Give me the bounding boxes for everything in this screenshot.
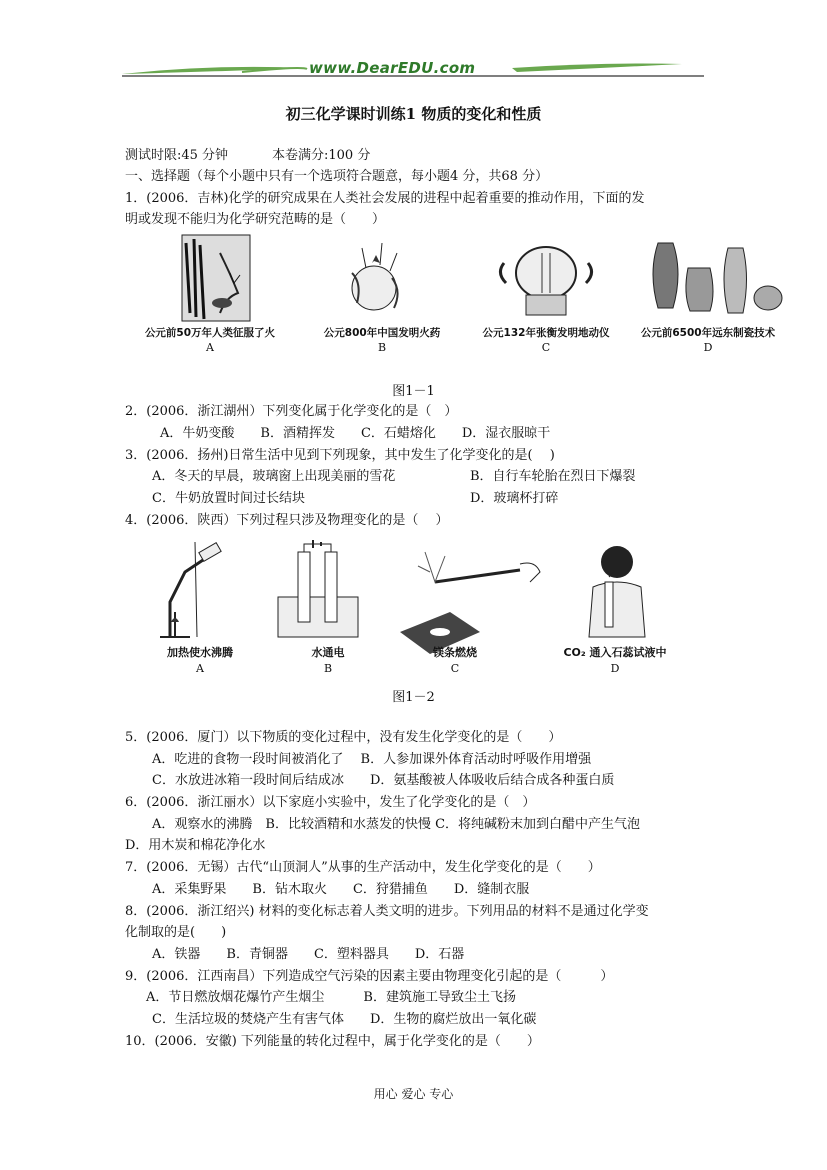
figure-caption: 公元800年中国发明火药 <box>323 327 441 339</box>
figure-electrolysis <box>263 542 393 677</box>
figure-caption: 公元前6500年远东制瓷技术 <box>640 327 776 339</box>
boiling-apparatus-illustration <box>135 542 265 642</box>
electrolysis-illustration <box>263 542 393 642</box>
figure-1-2-label: 图1－2 <box>392 690 435 705</box>
q1-line2: 明或发现不能归为化学研究范畴的是（ ） <box>125 212 386 227</box>
figure-letter: A <box>196 662 204 675</box>
magnesium-burning-illustration <box>390 542 550 642</box>
figure-letter: D <box>703 341 713 354</box>
figure-caption: 公元前50万年人类征服了火 <box>144 327 276 339</box>
figure-co2-litmus <box>545 542 685 677</box>
figure-magnesium-burning <box>390 542 520 677</box>
q2-stem: 2．(2006．浙江湖州）下列变化属于化学变化的是（ ） <box>125 404 458 419</box>
q10-stem: 10．(2006．安徽) 下列能量的转化过程中，属于化学变化的是（ ） <box>125 1034 540 1049</box>
section-heading: 一、选择题（每个小题中只有一个选项符合题意，每小题4 分，共68 分） <box>125 169 549 184</box>
q5-stem: 5．(2006．厦门）以下物质的变化过程中，没有发生化学变化的是（ ） <box>125 730 562 745</box>
figure-porcelain <box>628 233 788 361</box>
q1-line1: 1．(2006．吉林)化学的研究成果在人类社会发展的进程中起着重要的推动作用，下面的发 <box>125 191 645 206</box>
figure-1-2 <box>135 542 675 677</box>
figure-letter: C <box>541 341 551 354</box>
figure-caption: 镁条燃烧 <box>433 646 477 659</box>
porcelain-illustration <box>628 233 793 323</box>
q4-stem: 4．(2006．陕西）下列过程只涉及物理变化的是（ ） <box>125 513 449 528</box>
fire-illustration <box>130 233 290 323</box>
site-logo[interactable]: www.DearEDU.com <box>309 59 476 77</box>
q5-options-row2: C．水放进冰箱一段时间后结成冰 D．氨基酸被人体吸收后结合成各种蛋白质 <box>152 773 615 788</box>
page-footer: 用心 爱心 专心 <box>373 1087 454 1101</box>
q5-options-row1: A．吃进的食物一段时间被消化了 B．人参加课外体育活动时呼吸作用增强 <box>152 752 592 767</box>
q9-options-row1: A．节日燃放烟花爆竹产生烟尘 B．建筑施工导致尘土飞扬 <box>146 990 516 1005</box>
figure-1-1-label: 图1－1 <box>392 384 435 399</box>
q9-options-row2: C．生活垃圾的焚烧产生有害气体 D．生物的腐烂放出一氧化碳 <box>152 1012 537 1027</box>
figure-letter: C <box>450 662 460 675</box>
q8-options: A．铁器 B．青铜器 C．塑料器具 D．石器 <box>152 947 465 962</box>
figure-letter: B <box>377 341 387 354</box>
gunpowder-illustration <box>302 233 462 323</box>
q6-options-row2: D．用木炭和棉花净化水 <box>125 838 266 853</box>
co2-litmus-illustration <box>545 542 685 642</box>
figure-letter: B <box>323 662 333 675</box>
test-meta-score: 本卷满分:100 分 <box>272 148 371 163</box>
q7-options: A．采集野果 B．钻木取火 C．狩猎捕鱼 D．缝制衣服 <box>152 882 530 897</box>
q3-option-a: A．冬天的早晨，玻璃窗上出现美丽的雪花 <box>152 469 396 484</box>
test-meta-time: 测试时限:45 分钟 <box>125 148 229 163</box>
q9-stem: 9．(2006．江西南昌）下列造成空气污染的因素主要由物理变化引起的是（ ） <box>125 969 614 984</box>
page-title: 初三化学课时训练1 物质的变化和性质 <box>285 105 542 123</box>
figure-gunpowder <box>302 233 462 361</box>
figure-caption: 加热使水沸腾 <box>167 646 233 659</box>
q8-line1: 8．(2006．浙江绍兴) 材料的变化标志着人类文明的进步。下列用品的材料不是通过化学变 <box>125 904 649 919</box>
figure-boiling-water <box>135 542 265 677</box>
figure-caption: 公元132年张衡发明地动仪 <box>482 327 610 339</box>
q2-options: A．牛奶变酸 B．酒精挥发 C．石蜡熔化 D．湿衣服晾干 <box>160 426 551 441</box>
q3-option-c: C．牛奶放置时间过长结块 <box>152 491 305 506</box>
q6-options-row1: A．观察水的沸腾 B．比较酒精和水蒸发的快慢 C．将纯碱粉末加到白醋中产生气泡 <box>152 817 641 832</box>
seismograph-illustration <box>466 233 626 323</box>
figure-fire <box>130 233 290 361</box>
figure-caption: 水通电 <box>311 646 345 659</box>
q7-stem: 7．(2006．无锡）古代“山顶洞人”从事的生产活动中，发生化学变化的是（ ） <box>125 860 601 875</box>
q8-line2: 化制取的是( ) <box>125 925 227 940</box>
figure-letter: A <box>206 341 214 354</box>
figure-letter: D <box>610 662 620 675</box>
figure-1-1 <box>130 233 795 363</box>
figure-seismograph <box>466 233 626 361</box>
q3-option-d: D．玻璃杯打碎 <box>470 491 559 506</box>
q6-stem: 6．(2006．浙江丽水）以下家庭小实验中，发生了化学变化的是（ ） <box>125 795 536 810</box>
q3-stem: 3．(2006．扬州)日常生活中见到下列现象，其中发生了化学变化的是( ) <box>125 448 555 463</box>
q3-option-b: B．自行车轮胎在烈日下爆裂 <box>470 469 636 484</box>
figure-caption: CO₂ 通入石蕊试液中 <box>563 646 667 659</box>
